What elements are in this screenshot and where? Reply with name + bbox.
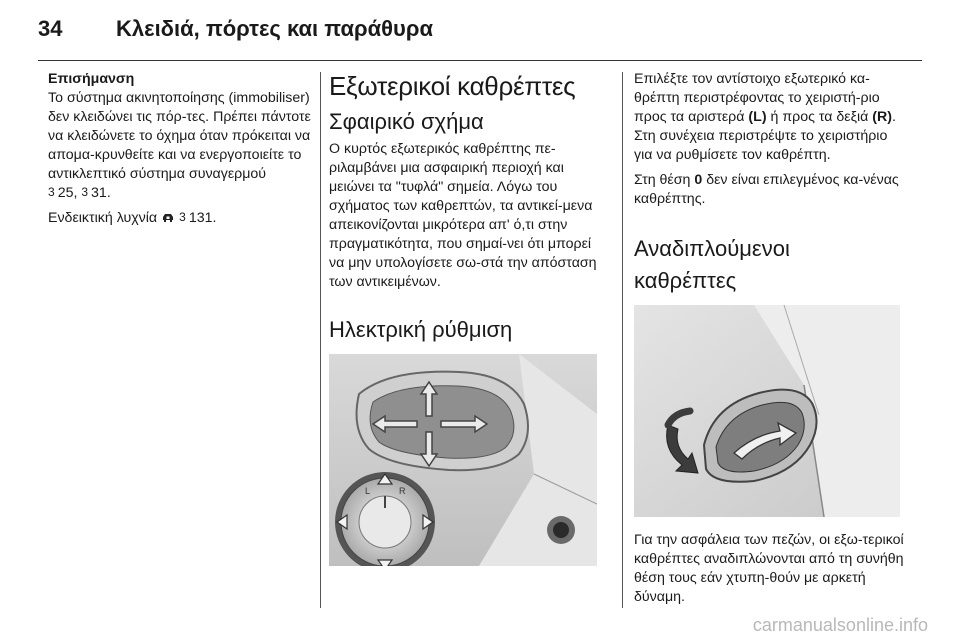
folding-mirror-illustration xyxy=(634,305,900,517)
column-middle xyxy=(329,70,605,578)
column-divider-1 xyxy=(320,72,321,608)
subsection-heading-folding: Αναδιπλούμενοι καθρέπτες xyxy=(634,236,790,293)
position-zero: 0 xyxy=(694,172,703,188)
label-left: (L) xyxy=(748,109,767,125)
subsection-heading-aspherical: Σφαιρικό σχήμα xyxy=(329,109,484,134)
ref-end: . xyxy=(106,185,111,201)
svg-text:L: L xyxy=(365,486,371,496)
page-ref-link[interactable]: 31 xyxy=(91,185,107,201)
select-mirror-text-b: ή προς τα δεξιά xyxy=(770,109,869,125)
reference-arrow-icon: 3 xyxy=(179,210,186,224)
mirror-adjustment-illustration xyxy=(329,354,597,566)
reference-arrow-icon: 3 xyxy=(81,185,89,199)
select-mirror-text-a: Επιλέξτε τον αντίστοιχο εξωτερικό κα-θρέπτη περιστρέφοντας το χειριστή-ριο προς τα αριστερά xyxy=(634,71,880,125)
neutral-text-b: δεν είναι επιλεγμένος κα-νένας καθρέπτης. xyxy=(634,172,899,207)
ref-end: . xyxy=(212,210,217,226)
column-divider-2 xyxy=(622,72,623,608)
indicator-text: Ενδεικτική λυχνία xyxy=(48,210,158,226)
column-left xyxy=(48,70,312,228)
watermark: carmanualsonline.info xyxy=(752,615,928,635)
ref-separator: , xyxy=(73,185,82,201)
header-divider xyxy=(38,60,922,61)
note-heading: Επισήμανση xyxy=(48,71,135,87)
note-body: Το σύστημα ακινητοποίησης (immobiliser) δεν κλειδώνει τις πόρ-τες. Πρέπει πάντοτε να κλειδώνετε το όχημα όταν πρόκειται να απομα-κρυνθείτε και να ενεργοποιείτε το αντικλεπτικό σύστημα συναγερμού xyxy=(48,90,311,182)
page-header xyxy=(0,0,960,62)
neutral-position-text xyxy=(634,171,904,209)
page-number: 34 xyxy=(38,16,63,41)
page-ref-link[interactable]: 25 xyxy=(57,185,74,201)
car-lock-indicator-icon xyxy=(161,211,175,223)
reference-arrow-icon: 3 xyxy=(48,185,55,199)
select-mirror-text xyxy=(634,70,904,165)
aspherical-text: Ο κυρτός εξωτερικός καθρέπτης πε-ριλαμβάνει μια ασφαιρική περιοχή και μειώνει τα "τυφλά" σημεία. Λόγω του σχήματος των καθρεπτών, τα αντικεί-μενα απεικονίζονται μικρότερα απ' ό,τι στην πραγματικότητα, που σημαί-νει ότι μπορεί να μην υπολογίσετε σω-στά την απόσταση των αντικειμένων. xyxy=(329,141,597,290)
svg-text:R: R xyxy=(399,486,406,496)
label-right: (R) xyxy=(872,109,892,125)
note-text xyxy=(48,89,312,203)
select-mirror-text-c: . Στη συνέχεια περιστρέψτε το χειριστήριο για να ρυθμίσετε τον καθρέπτη. xyxy=(634,109,896,163)
neutral-text-a: Στη θέση xyxy=(634,172,691,188)
pedestrian-safety-text: Για την ασφάλεια των πεζών, οι εξω-τερικοί καθρέπτες αναδιπλώνονται από τη συνήθη θέση τους εάν χτυπη-θούν με αρκετή δύναμη. xyxy=(634,532,904,605)
subsection-heading-electric: Ηλεκτρική ρύθμιση xyxy=(329,317,513,342)
column-right xyxy=(634,70,904,607)
chapter-title: Κλειδιά, πόρτες και παράθυρα xyxy=(116,16,433,41)
indicator-line xyxy=(48,209,312,228)
page-ref-link[interactable]: 131 xyxy=(188,210,213,226)
section-title: Εξωτερικοί καθρέπτες xyxy=(329,71,576,101)
